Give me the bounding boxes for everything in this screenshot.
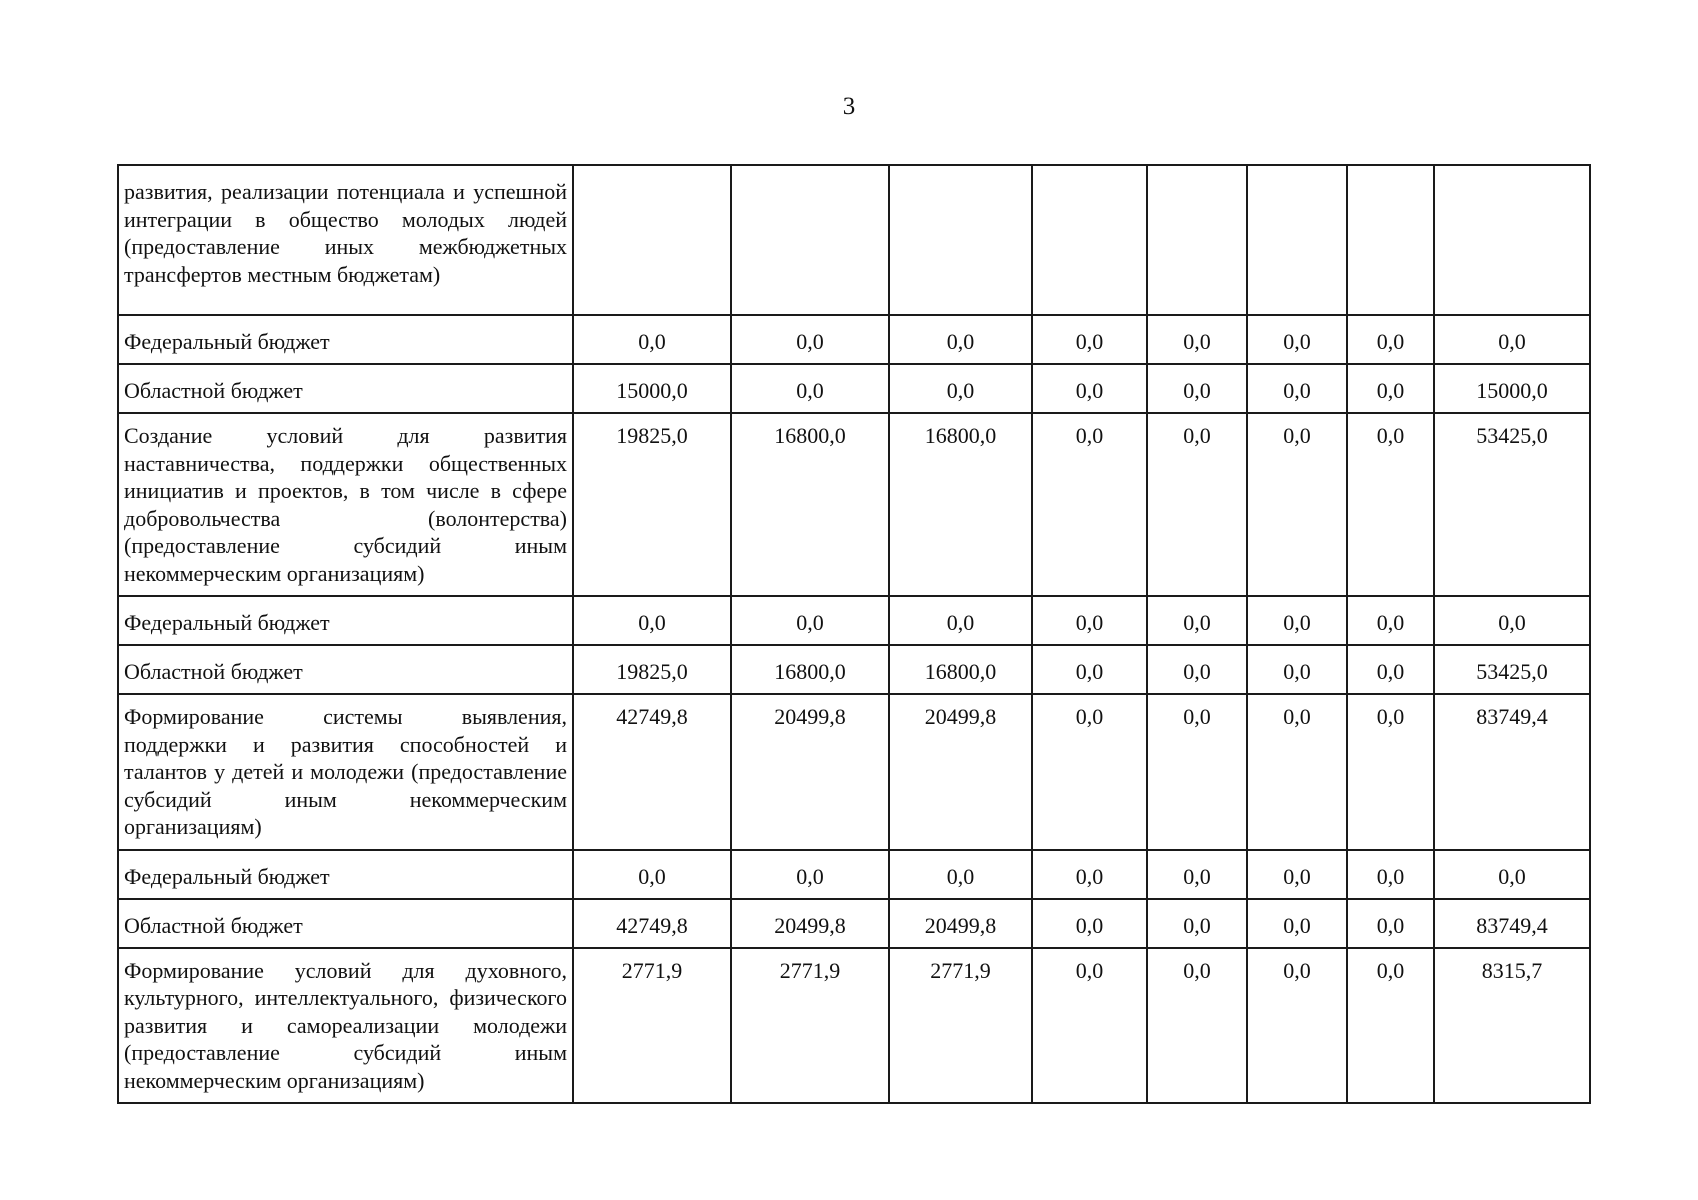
value-cell: 0,0: [889, 596, 1032, 645]
value-cell: 53425,0: [1434, 645, 1590, 694]
value-cell: 0,0: [1347, 850, 1434, 899]
value-cell: 0,0: [1247, 413, 1347, 596]
budget-table: [117, 164, 1591, 1104]
value-cell: 20499,8: [889, 694, 1032, 850]
value-cell: 0,0: [1032, 850, 1147, 899]
value-cell: 0,0: [1247, 899, 1347, 948]
value-cell: 0,0: [1347, 694, 1434, 850]
value-cell: [1032, 165, 1147, 315]
value-cell: 0,0: [1347, 596, 1434, 645]
value-cell: 0,0: [1347, 645, 1434, 694]
value-cell: 0,0: [1347, 315, 1434, 364]
value-cell: 16800,0: [731, 645, 889, 694]
value-cell: 0,0: [1247, 364, 1347, 413]
value-cell: 0,0: [731, 315, 889, 364]
value-cell: 0,0: [1032, 315, 1147, 364]
value-cell: [1434, 165, 1590, 315]
table-row: [118, 315, 1590, 364]
value-cell: 2771,9: [731, 948, 889, 1104]
value-cell: 0,0: [1032, 364, 1147, 413]
row-label: Областной бюджет: [118, 645, 573, 694]
value-cell: [573, 165, 731, 315]
page-number: 3: [842, 93, 856, 120]
row-label: Областной бюджет: [118, 899, 573, 948]
value-cell: 0,0: [573, 596, 731, 645]
value-cell: 0,0: [889, 850, 1032, 899]
value-cell: 0,0: [731, 850, 889, 899]
value-cell: 0,0: [1032, 645, 1147, 694]
value-cell: 0,0: [1247, 850, 1347, 899]
value-cell: 0,0: [1347, 413, 1434, 596]
value-cell: 0,0: [1147, 850, 1247, 899]
value-cell: 0,0: [1147, 315, 1247, 364]
value-cell: 19825,0: [573, 413, 731, 596]
value-cell: 0,0: [1147, 899, 1247, 948]
value-cell: 19825,0: [573, 645, 731, 694]
row-label: Федеральный бюджет: [118, 850, 573, 899]
value-cell: 0,0: [1032, 899, 1147, 948]
value-cell: 0,0: [889, 315, 1032, 364]
value-cell: 16800,0: [889, 413, 1032, 596]
value-cell: [731, 165, 889, 315]
value-cell: 0,0: [731, 364, 889, 413]
value-cell: 0,0: [1434, 596, 1590, 645]
row-label: Формирование условий для духовного, культурного, интеллектуального, физического развития и самореализации молодежи (предоставление субсидий иным некоммерческим организациям): [118, 948, 573, 1104]
table-row: [118, 948, 1590, 1104]
row-label: Создание условий для развития наставничества, поддержки общественных инициатив и проектов, в том числе в сфере добровольчества (волонтерства) (предоставление субсидий иным некоммерческим организациям): [118, 413, 573, 596]
row-label: Формирование системы выявления, поддержки и развития способностей и талантов у детей и молодежи (предоставление субсидий иным некоммерческим организациям): [118, 694, 573, 850]
value-cell: 0,0: [1147, 645, 1247, 694]
value-cell: 0,0: [1147, 413, 1247, 596]
value-cell: 0,0: [731, 596, 889, 645]
value-cell: [1247, 165, 1347, 315]
row-label: Федеральный бюджет: [118, 596, 573, 645]
row-label: развития, реализации потенциала и успешной интеграции в общество молодых людей (предоставление иных межбюджетных трансфертов местным бюджетам): [118, 165, 573, 315]
value-cell: 8315,7: [1434, 948, 1590, 1104]
value-cell: 0,0: [1147, 364, 1247, 413]
row-label: Федеральный бюджет: [118, 315, 573, 364]
value-cell: 15000,0: [573, 364, 731, 413]
value-cell: 0,0: [1032, 694, 1147, 850]
value-cell: 15000,0: [1434, 364, 1590, 413]
value-cell: 0,0: [1032, 948, 1147, 1104]
value-cell: 42749,8: [573, 899, 731, 948]
value-cell: 42749,8: [573, 694, 731, 850]
value-cell: 0,0: [1032, 413, 1147, 596]
value-cell: [1147, 165, 1247, 315]
value-cell: 2771,9: [573, 948, 731, 1104]
value-cell: 83749,4: [1434, 694, 1590, 850]
value-cell: 0,0: [1247, 645, 1347, 694]
value-cell: 0,0: [1247, 694, 1347, 850]
value-cell: 0,0: [1032, 596, 1147, 645]
table-row: [118, 364, 1590, 413]
value-cell: 0,0: [1434, 315, 1590, 364]
value-cell: 0,0: [573, 850, 731, 899]
table-row: [118, 165, 1590, 315]
value-cell: 2771,9: [889, 948, 1032, 1104]
value-cell: 20499,8: [731, 899, 889, 948]
table-row: [118, 413, 1590, 596]
value-cell: 0,0: [1347, 364, 1434, 413]
value-cell: 0,0: [1347, 899, 1434, 948]
value-cell: 0,0: [1147, 694, 1247, 850]
value-cell: [1347, 165, 1434, 315]
value-cell: 0,0: [1247, 596, 1347, 645]
value-cell: [889, 165, 1032, 315]
table-row: [118, 645, 1590, 694]
table-row: [118, 850, 1590, 899]
value-cell: 83749,4: [1434, 899, 1590, 948]
value-cell: 0,0: [889, 364, 1032, 413]
table-row: [118, 596, 1590, 645]
value-cell: 16800,0: [731, 413, 889, 596]
value-cell: 20499,8: [731, 694, 889, 850]
value-cell: 53425,0: [1434, 413, 1590, 596]
value-cell: 20499,8: [889, 899, 1032, 948]
value-cell: 0,0: [1247, 315, 1347, 364]
row-label: Областной бюджет: [118, 364, 573, 413]
value-cell: 0,0: [1247, 948, 1347, 1104]
value-cell: 0,0: [573, 315, 731, 364]
table-row: [118, 899, 1590, 948]
value-cell: 16800,0: [889, 645, 1032, 694]
value-cell: 0,0: [1434, 850, 1590, 899]
table-row: [118, 694, 1590, 850]
value-cell: 0,0: [1147, 948, 1247, 1104]
value-cell: 0,0: [1347, 948, 1434, 1104]
value-cell: 0,0: [1147, 596, 1247, 645]
